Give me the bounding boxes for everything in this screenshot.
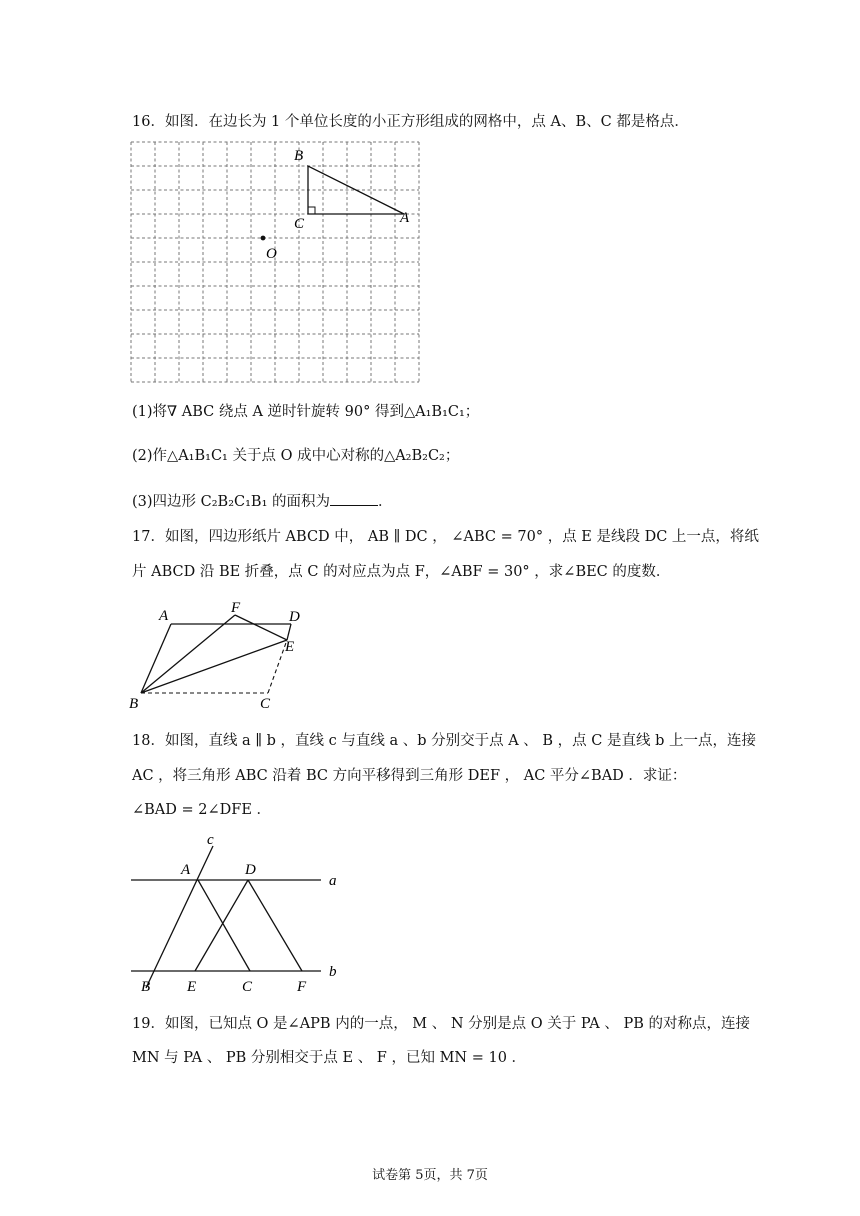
- label-b-line: b: [329, 964, 337, 980]
- q16-part2: (2)作△A₁B₁C₁ 关于点 O 成中心对称的△A₂B₂C₂；: [132, 448, 460, 464]
- label-d: D: [289, 609, 300, 625]
- label-c: C: [294, 216, 305, 232]
- label-e-point: E: [187, 979, 197, 995]
- q19-line1: 19．如图，已知点 O 是∠APB 内的一点， M 、 N 分别是点 O 关于 PA 、 PB 的对称点，连接: [132, 1016, 751, 1032]
- label-f: F: [231, 600, 241, 616]
- label-d-point: D: [245, 862, 256, 878]
- grid-lines: [131, 142, 419, 382]
- q17-line1: 17．如图，四边形纸片 ABCD 中， AB ∥ DC ， ∠ABC = 70° ，点 E 是线段 DC 上一点，将纸: [132, 529, 759, 545]
- point-o: [261, 236, 266, 241]
- page-footer: 试卷第 5页，共 7页: [372, 1168, 488, 1183]
- q16-part3-text: (3)四边形 C₂B₂C₁B₁ 的面积为: [132, 494, 331, 510]
- answer-blank: [330, 491, 378, 506]
- q16-part3: [132, 491, 393, 512]
- q18-line3: ∠BAD = 2∠DFE ．: [132, 802, 272, 818]
- q18-line2: AC ，将三角形 ABC 沿着 BC 方向平移得到三角形 DEF ， AC 平分∠BAD ．求证：: [132, 768, 687, 784]
- label-a-point: A: [181, 862, 191, 878]
- label-c: C: [260, 696, 271, 712]
- q16-part1: (1)将∇ ABC 绕点 A 逆时针旋转 90° 得到△A₁B₁C₁；: [132, 404, 480, 420]
- label-b: B: [294, 148, 304, 164]
- label-o: O: [266, 246, 277, 262]
- label-e: E: [285, 639, 295, 655]
- label-f-point: F: [297, 979, 307, 995]
- label-c-line: c: [207, 832, 214, 848]
- q16-part3-end: ．: [378, 494, 393, 510]
- q18-line1: 18．如图，直线 a ∥ b ，直线 c 与直线 a 、b 分别交于点 A 、 B ，点 C 是直线 b 上一点，连接: [132, 733, 756, 749]
- label-a-line: a: [329, 873, 337, 889]
- q17-line2: 片 ABCD 沿 BE 折叠，点 C 的对应点为点 F，∠ABF = 30° ，求∠BEC 的度数．: [132, 564, 671, 580]
- q16-grid-figure: [120, 136, 430, 388]
- label-a: A: [159, 608, 169, 624]
- q16-stem: 16．如图．在边长为 1 个单位长度的小正方形组成的网格中，点 A、B、C 都是格点．: [132, 114, 689, 130]
- q17-parallelogram-figure: [125, 596, 315, 716]
- label-b: B: [129, 696, 139, 712]
- q18-parallel-lines-figure: [125, 828, 365, 1000]
- label-b-point: B: [141, 979, 151, 995]
- label-c-point: C: [242, 979, 253, 995]
- q19-line2: MN 与 PA 、 PB 分别相交于点 E 、 F ，已知 MN = 10 ．: [132, 1050, 527, 1066]
- label-a: A: [400, 210, 410, 226]
